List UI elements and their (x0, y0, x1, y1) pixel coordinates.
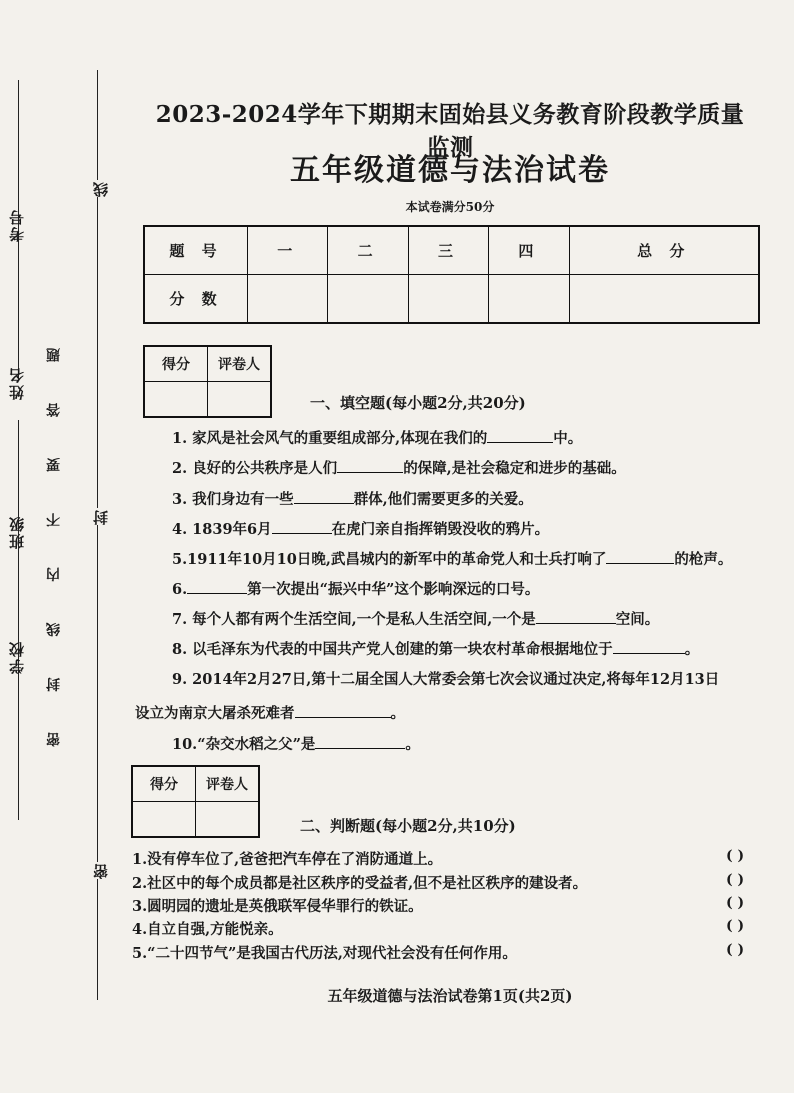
answer-blank[interactable] (187, 579, 247, 594)
score-cell[interactable] (408, 275, 488, 324)
class-label: 班级 (8, 515, 26, 549)
fill-question-continued (135, 702, 405, 723)
class-underline (18, 420, 19, 820)
fill-question (172, 638, 699, 659)
grader-box-section2 (131, 765, 260, 838)
score-table-score-row (144, 275, 759, 324)
grader-cell[interactable] (196, 802, 260, 838)
fill-question (172, 608, 659, 629)
fill-question (172, 488, 533, 509)
exam-title: 2023-2024学年下期期末固始县义务教育阶段教学质量监测 (155, 101, 745, 161)
answer-paren[interactable]: ( ) (726, 918, 745, 934)
judge-question: 1.没有停车位了,爸爸把汽车停在了消防通道上。 (132, 851, 443, 868)
name-label: 姓名 (8, 366, 26, 400)
question-text: 6. (172, 581, 188, 598)
full-score-note: 本试卷满分50分 (405, 200, 495, 214)
grader-label: 评卷人 (196, 766, 260, 802)
answer-paren[interactable]: ( ) (726, 895, 745, 911)
question-text: 的枪声。 (674, 551, 733, 568)
question-text: 中。 (553, 430, 583, 447)
section2-title: 二、判断题(每小题2分,共10分) (300, 817, 516, 835)
question-text: 7. 每个人都有两个生活空间,一个是私人生活空间,一个是 (172, 611, 536, 628)
question-text: 8. 以毛泽东为代表的中国共产党人创建的第一块农村革命根据地位于 (172, 641, 613, 658)
seal-line-label: 线 (92, 180, 110, 197)
grader-label: 评卷人 (208, 346, 272, 382)
column-header: 三 (408, 226, 488, 275)
column-header: 二 (328, 226, 408, 275)
question-text: 群体,他们需要更多的关爱。 (353, 491, 533, 508)
question-text: 的保障,是社会稳定和进步的基础。 (403, 460, 626, 477)
fill-question (172, 668, 719, 689)
judge-question: 2.社区中的每个成员都是社区秩序的受益者,但不是社区秩序的建设者。 (132, 875, 588, 892)
row-label-question-no: 题 号 (144, 226, 248, 275)
answer-blank[interactable] (295, 703, 391, 718)
score-cell[interactable] (489, 275, 569, 324)
fill-question (172, 457, 626, 478)
subject-title: 五年级道德与法治试卷 (290, 153, 610, 188)
judge-question: 4.自立自强,方能悦亲。 (132, 921, 283, 938)
grader-box-section1 (143, 345, 272, 418)
question-text: 4. 1839年6月 (172, 521, 272, 538)
do-not-answer-note: 密 封 线 内 不 要 答 题 (46, 330, 62, 747)
school-label: 学校 (8, 640, 26, 674)
answer-blank[interactable] (606, 549, 674, 564)
row-label-score: 分 数 (144, 275, 248, 324)
answer-blank[interactable] (294, 489, 354, 504)
fill-question (172, 427, 582, 448)
question-text: 9. 2014年2月27日,第十二届全国人大常委会第七次会议通过决定,将每年12月13日 (172, 671, 720, 688)
score-table (143, 225, 760, 324)
question-text: 。 (405, 736, 420, 753)
grader-cell[interactable] (208, 382, 272, 418)
question-text: 5.1911年10月10日晚,武昌城内的新军中的革命党人和士兵打响了 (172, 551, 607, 568)
section1-title: 一、填空题(每小题2分,共20分) (310, 394, 526, 412)
section-score-cell[interactable] (144, 382, 208, 418)
fill-question (172, 548, 732, 569)
judge-question: 5.“二十四节气”是我国古代历法,对现代社会没有任何作用。 (132, 945, 517, 962)
page-footer: 五年级道德与法治试卷第1页(共2页) (327, 987, 573, 1005)
score-table-header-row (144, 226, 759, 275)
column-header: 四 (489, 226, 569, 275)
score-cell[interactable] (569, 275, 759, 324)
answer-blank[interactable] (272, 519, 332, 534)
question-text: 第一次提出“振兴中华”这个影响深远的口号。 (247, 581, 540, 598)
question-text: 。 (390, 705, 405, 722)
seal-seal-label: 封 (92, 508, 110, 525)
score-cell[interactable] (248, 275, 328, 324)
question-text: 在虎门亲自指挥销毁没收的鸦片。 (331, 521, 550, 538)
answer-paren[interactable]: ( ) (726, 872, 745, 888)
question-text: 空间。 (615, 611, 660, 628)
score-label: 得分 (144, 346, 208, 382)
question-text: 1. 家风是社会风气的重要组成部分,体现在我们的 (172, 430, 488, 447)
answer-paren[interactable]: ( ) (726, 942, 745, 958)
fill-question (172, 578, 539, 599)
score-cell[interactable] (328, 275, 408, 324)
fill-question (172, 518, 549, 539)
question-text: 2. 良好的公共秩序是人们 (172, 460, 338, 477)
answer-blank[interactable] (315, 734, 405, 749)
judge-question: 3.圆明园的遗址是英俄联军侵华罪行的铁证。 (132, 898, 423, 915)
section-score-cell[interactable] (132, 802, 196, 838)
question-text: 3. 我们身边有一些 (172, 491, 294, 508)
fill-question (172, 733, 420, 754)
binding-line (97, 70, 98, 1000)
answer-paren[interactable]: ( ) (726, 848, 745, 864)
answer-blank[interactable] (536, 609, 616, 624)
question-text: 设立为南京大屠杀死难者 (135, 705, 295, 722)
column-header: 总 分 (569, 226, 759, 275)
column-header: 一 (248, 226, 328, 275)
answer-blank[interactable] (337, 458, 403, 473)
answer-blank[interactable] (487, 428, 553, 443)
seal-secret-label: 密 (92, 862, 110, 879)
exam-no-label: 考号 (8, 208, 26, 242)
answer-blank[interactable] (613, 639, 685, 654)
question-text: 。 (684, 641, 700, 658)
score-label: 得分 (132, 766, 196, 802)
question-text: 10.“杂交水稻之父”是 (172, 736, 316, 753)
